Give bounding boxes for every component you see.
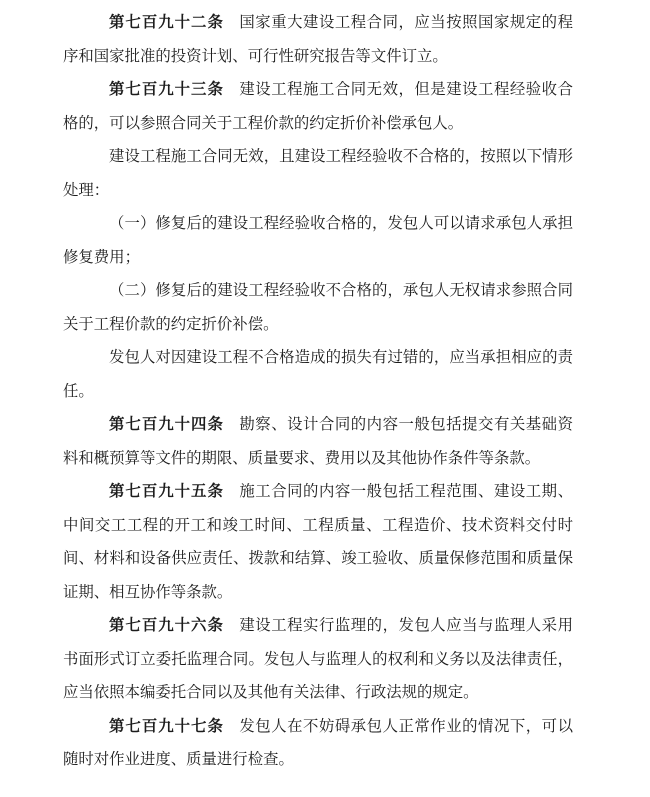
law-paragraph (63, 475, 573, 609)
law-paragraph (63, 274, 573, 341)
article-text: 建设工程施工合同无效，且建设工程经验收不合格的，按照以下情形处理： (63, 148, 573, 199)
law-paragraph (63, 609, 573, 710)
article-text: （一）修复后的建设工程经验收合格的，发包人可以请求承包人承担修复费用； (63, 215, 573, 266)
article-number: 第七百九十七条 (109, 717, 224, 735)
law-paragraph (63, 140, 573, 207)
law-paragraph (63, 6, 573, 73)
article-number: 第七百九十六条 (109, 617, 224, 634)
article-text: （二）修复后的建设工程经验收不合格的，承包人无权请求参照合同关于工程价款的约定折价补偿。 (63, 282, 573, 333)
article-text: 勘察、设计合同的内容一般包括提交有关基础资料和概预算等文件的期限、质量要求、费用以及其他协作条件等条款。 (63, 416, 573, 467)
article-text: 建设工程施工合同无效，但是建设工程经验收合格的，可以参照合同关于工程价款的约定折价补偿承包人。 (63, 81, 573, 132)
article-number: 第七百九十五条 (109, 483, 224, 500)
article-text: 发包人对因建设工程不合格造成的损失有过错的，应当承担相应的责任。 (63, 349, 573, 400)
article-text: 国家重大建设工程合同，应当按照国家规定的程序和国家批准的投资计划、可行性研究报告等文件订立。 (63, 14, 573, 65)
law-paragraph (63, 341, 573, 408)
article-number: 第七百九十二条 (109, 14, 224, 31)
article-text: 施工合同的内容一般包括工程范围、建设工期、中间交工工程的开工和竣工时间、工程质量、工程造价、技术资料交付时间、材料和设备供应责任、拨款和结算、竣工验收、质量保修范围和质量保证期、相互协作等条款。 (63, 483, 573, 601)
law-paragraph (63, 207, 573, 274)
law-paragraph (63, 408, 573, 475)
law-paragraph (63, 73, 573, 140)
article-text: 建设工程实行监理的，发包人应当与监理人采用书面形式订立委托监理合同。发包人与监理人的权利和义务以及法律责任，应当依照本编委托合同以及其他有关法律、行政法规的规定。 (63, 617, 573, 701)
law-paragraph (63, 710, 573, 777)
article-number: 第七百九十三条 (109, 81, 224, 98)
article-number: 第七百九十四条 (109, 416, 224, 433)
article-text: 发包人在不妨碍承包人正常作业的情况下，可以随时对作业进度、质量进行检查。 (63, 717, 573, 768)
